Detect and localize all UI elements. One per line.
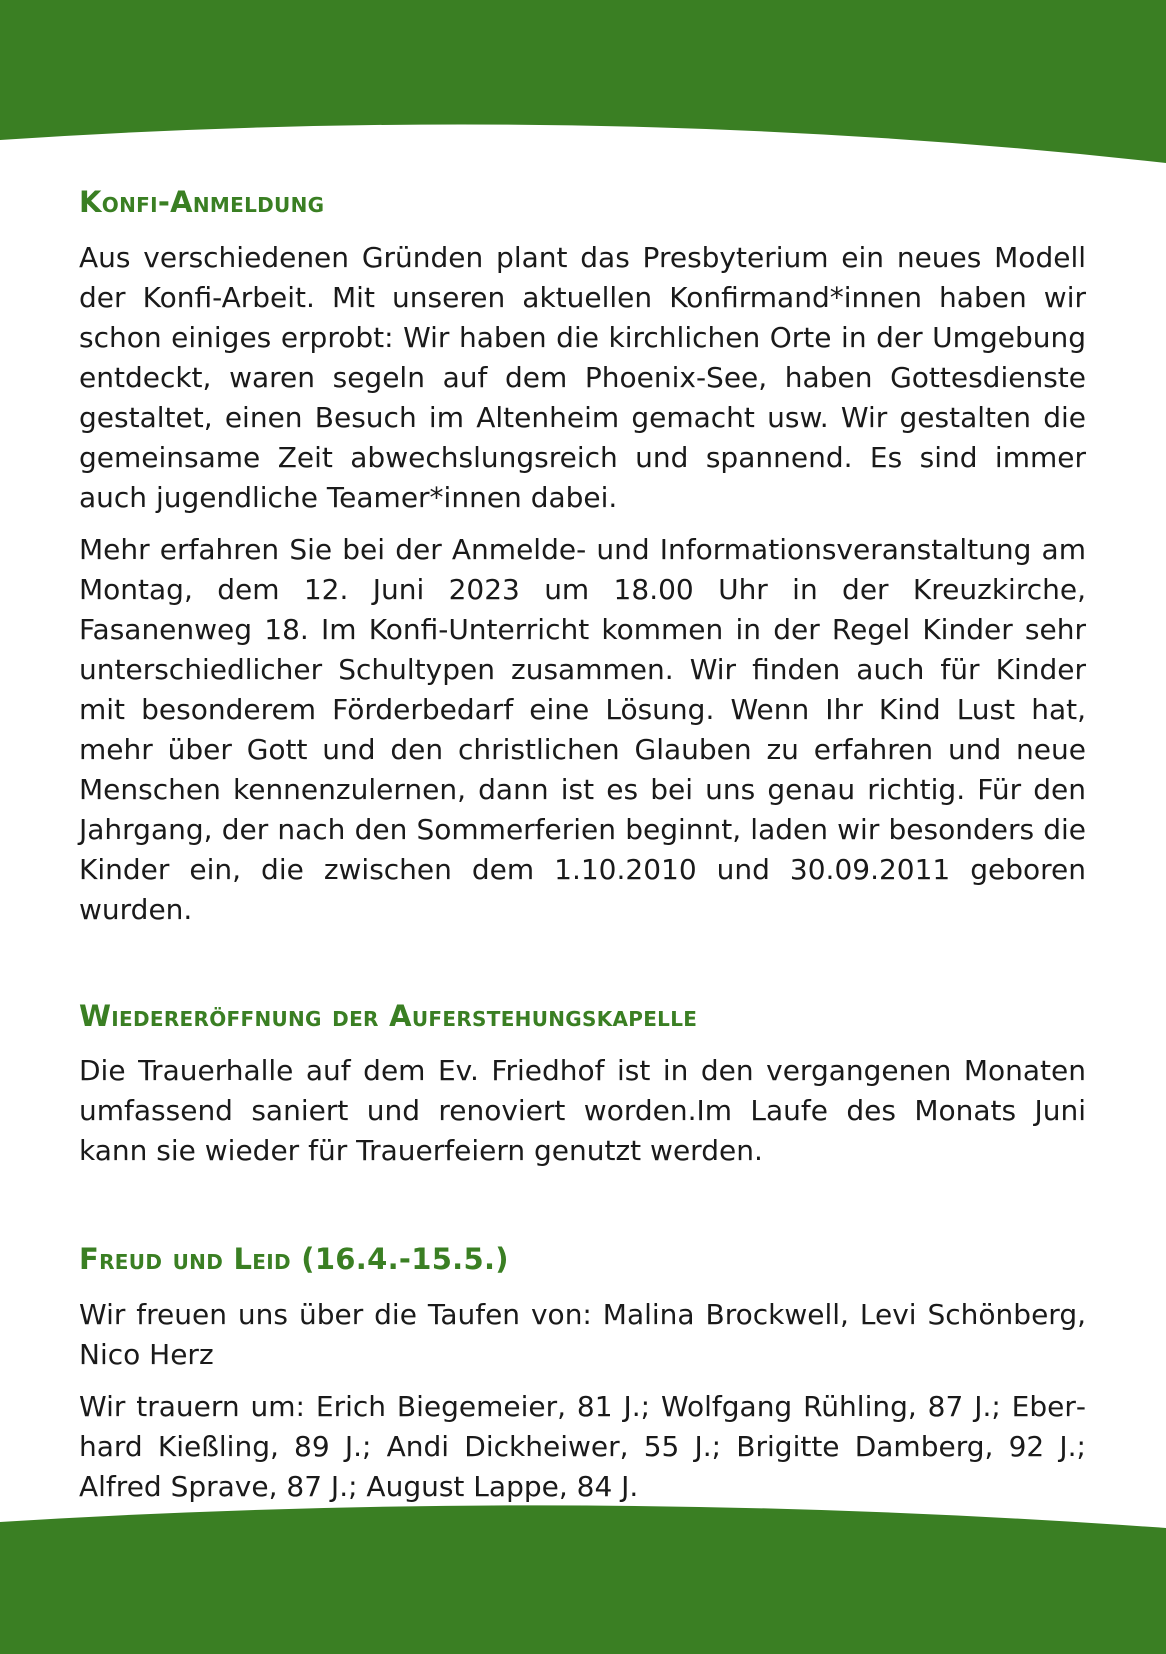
section-wiedereroeffnung [79,998,1086,1172]
section-freud-und-leid [79,1241,1086,1507]
section-konfi-anmeldung [79,184,1086,930]
paragraph: Aus verschiedenen Gründen plant das Presbyterium ein neues Modell der Konfi-Arbeit. Mit unseren aktuellen Konfirmand*innen haben wir schon einiges erprobt: Wir haben die kirchlichen Orte in der Umgebung entdeckt, waren segeln auf dem Phoenix-See, haben Gottesdienste gestaltet, einen Besuch im Altenheim gemacht usw. Wir gestalten die gemeinsame Zeit abwechslungsreich und spannend. Es sind immer auch jugendliche Teamer*innen dabei. [79,240,1086,514]
bottom-green-band [0,1494,1166,1654]
paragraph: Die Trauerhalle auf dem Ev. Friedhof ist in den vergangenen Monaten umfassend saniert und renoviert worden.Im Laufe des Monats Juni kann sie wieder für Trauerfeiern genutzt werden. [79,1054,1086,1168]
paragraph: Mehr erfahren Sie bei der Anmelde- und Informationsveranstaltung am Montag, dem 12. Juni 2023 um 18.00 Uhr in der Kreuzkirche, Fasanenweg 18. Im Konfi-Unterricht kommen in der Regel Kinder sehr unterschiedlicher Schultypen zusammen. Wir finden auch für Kinder mit besonderem Förderbedarf eine Lösung. Wenn Ihr Kind Lust hat, mehr über Gott und den christlichen Glauben zu erfahren und neue Menschen kennenzulernen, dann ist es bei uns genau richtig. Für den Jahrgang, der nach den Sommerferien beginnt, laden wir besonders die Kinder ein, die zwischen dem 1.10.2010 und 30.09.2011 geboren wurden. [79,532,1086,926]
section-title: Wiedereröffnung der Auferstehungskapelle [79,998,698,1033]
top-green-band [0,0,1166,170]
section-title: Freud und Leid (16.4.-15.5.) [79,1242,509,1277]
article-content [79,184,1086,1519]
paragraph: Wir freuen uns über die Taufen von: Malina Brockwell, Levi Schönberg, Nico Herz [79,1298,1086,1372]
section-title: Konfi-Anmeldung [79,185,325,219]
paragraph: Wir trauern um: Erich Biegemeier, 81 J.; Wolfgang Rühling, 87 J.; Eberhard Kießling, 89 J.; Andi Dickheiwer, 55 J.; Brigitte Damberg, 92 J.; Alfred Sprave, 87 J.; August Lappe, 84 J. [79,1390,1086,1504]
